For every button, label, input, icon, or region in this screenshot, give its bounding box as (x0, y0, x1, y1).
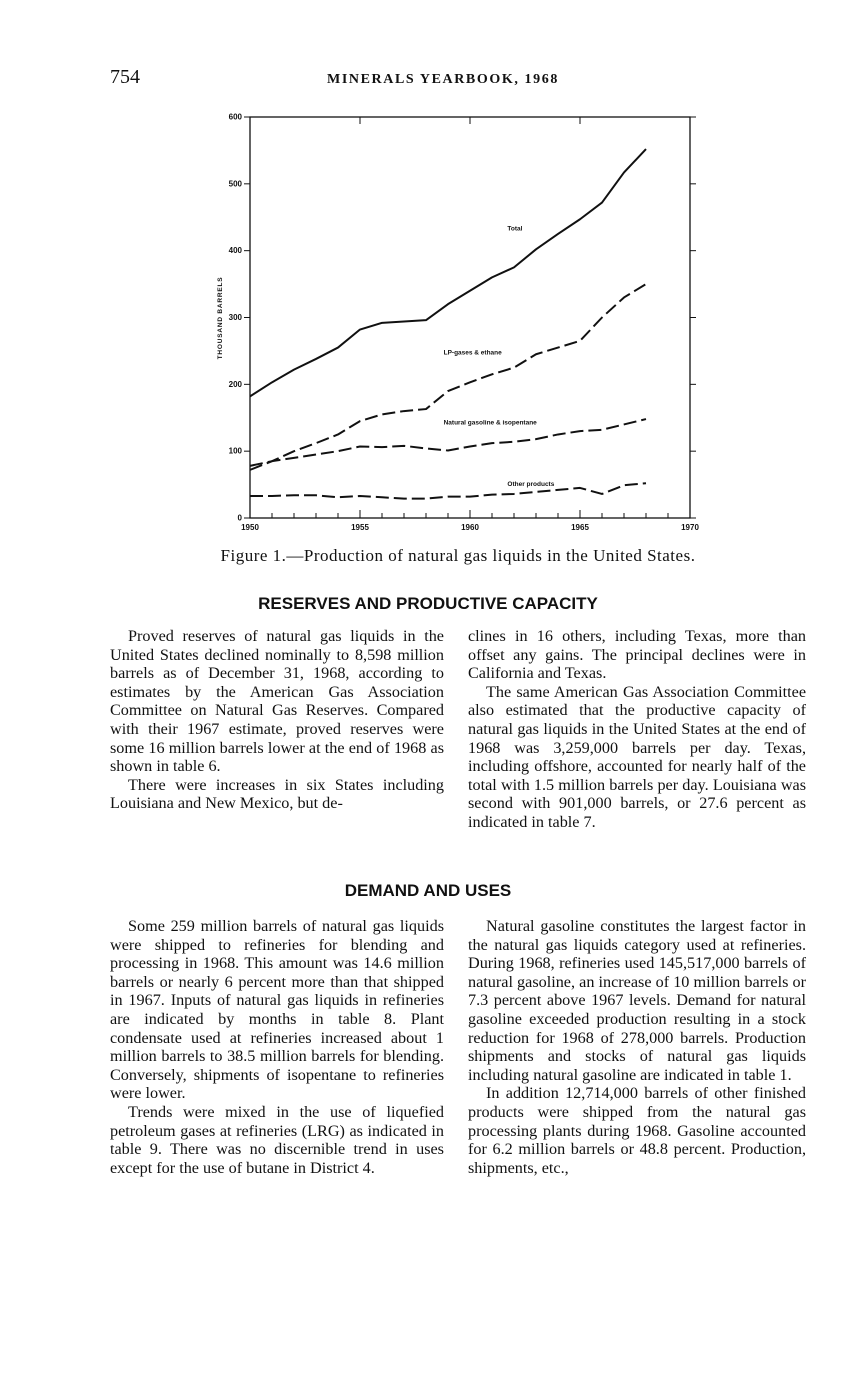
paragraph: In addition 12,714,000 barrels of other finished products were shipped from the natural gas processing plants during 1968. Gasoline accounted for 6.2 million barrels or 48.8 percent. Production, shipments, etc., (468, 1084, 806, 1177)
series-label: Natural gasoline & isopentane (443, 419, 537, 427)
y-tick-label: 500 (228, 179, 242, 189)
paragraph: The same American Gas Association Committee also estimated that the productive capacity of natural gas liquids in the United States at the end of 1968 was 3,259,000 barrels per day. Texas, including offshore, accounted for nearly half of the total with 1.5 million barrels per day. Louisiana was second with 901,000 barrels, or 27.6 percent as indicated in table 7. (468, 682, 806, 831)
x-tick-label: 1960 (461, 523, 479, 532)
demand-right-column (468, 917, 806, 1177)
y-tick-label: 300 (228, 313, 242, 322)
x-tick-label: 1965 (571, 523, 589, 532)
page-number: 754 (110, 66, 140, 88)
paragraph: There were increases in six States including Louisiana and New Mexico, but de- (110, 775, 444, 813)
paragraph: Some 259 million barrels of natural gas liquids were shipped to refineries for blending and processing in 1968. This amount was 14.6 million barrels or nearly 6 percent more than that shipped in 1967. Inputs of natural gas liquids in refineries are indicated by months in table 8. Plant condensate used at refineries increased about 1 million barrels to 38.5 million barrels for blending. Conversely, shipments of isopentane to refineries were lower. (110, 917, 444, 1103)
series-line-other-products (250, 480, 646, 498)
plot-frame (250, 117, 690, 518)
paragraph: Trends were mixed in the use of liquefied petroleum gases at refineries (LRG) as indicated in table 9. There was no discernible trend in uses except for the use of butane in District 4. (110, 1102, 444, 1177)
paragraph: Proved reserves of natural gas liquids in the United States declined nominally to 8,598 million barrels as of December 31, 1968, according to estimates by the American Gas Association Committee on Natural Gas Reserves. Compared with their 1967 estimate, proved reserves were some 16 million barrels lower at the end of 1968 as shown in table 6. (110, 627, 444, 776)
production-chart (0, 0, 856, 540)
series-label: Other products (507, 480, 555, 488)
reserves-left-column (110, 627, 444, 813)
series-label: Total (507, 225, 523, 233)
y-tick-label: 0 (237, 513, 242, 523)
y-axis-label: THOUSAND BARRELS (217, 276, 224, 360)
running-title: MINERALS YEARBOOK, 1968 (327, 72, 559, 87)
y-tick-label: 100 (228, 446, 242, 456)
series-line-total (250, 149, 646, 396)
x-tick-label: 1955 (351, 523, 369, 532)
series-line-lp-gases-ethane (250, 284, 646, 470)
x-tick-label: 1970 (681, 523, 699, 532)
reserves-right-column (468, 627, 806, 832)
paragraph: clines in 16 others, including Texas, more than offset any gains. The principal declines were in California and Texas. (468, 627, 806, 683)
y-tick-label: 600 (228, 112, 242, 122)
y-tick-label: 200 (228, 379, 242, 389)
demand-left-column (110, 917, 444, 1177)
section-heading-reserves: RESERVES AND PRODUCTIVE CAPACITY (258, 594, 598, 613)
series-label: LP-gases & ethane (443, 349, 502, 357)
figure-caption: Figure 1.—Production of natural gas liquids in the United States. (220, 546, 696, 565)
paragraph: Natural gasoline constitutes the largest factor in the natural gas liquids category used at refineries. During 1968, refineries used 145,517,000 barrels of natural gasoline, an increase of 10 million barrels or 7.3 percent above 1967 levels. Demand for natural gasoline exceeded production resulting in a stock reduction for 1968 of 278,000 barrels. Production shipments and stocks of natural gas liquids including natural gasoline are indicated in table 1. (468, 917, 806, 1084)
x-tick-label: 1950 (241, 523, 259, 532)
y-tick-label: 400 (228, 246, 242, 256)
section-heading-demand: DEMAND AND USES (344, 881, 512, 900)
